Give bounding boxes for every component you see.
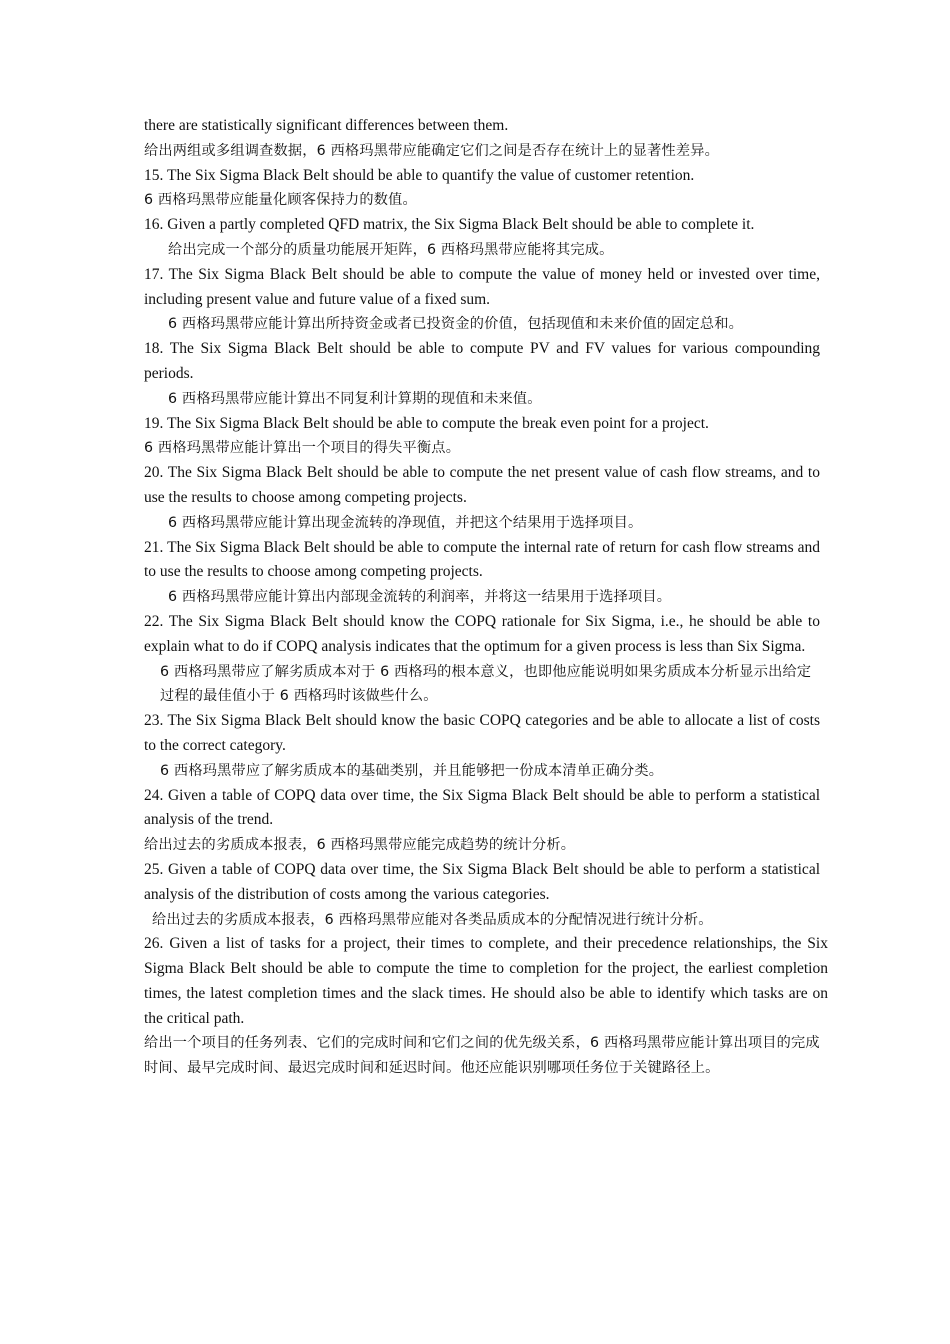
paragraph-en-19: 19. The Six Sigma Black Belt should be able to compute the break even point for a project.: [144, 414, 709, 432]
paragraph-zh-19: 6 西格玛黑带应能计算出一个项目的得失平衡点。: [144, 440, 461, 457]
paragraph-zh-26: 给出一个项目的任务列表、它们的完成时间和它们之间的优先级关系，6 西格玛黑带应能计算出项目的完成时间、最早完成时间、最迟完成时间和延迟时间。他还应能识别哪项任务位于关键路径上。: [144, 1035, 820, 1077]
paragraph-zh-17: 6 西格玛黑带应能计算出所持资金或者已投资金的价值，包括现值和未来价值的固定总和。: [168, 316, 744, 333]
paragraph-en-14: there are statistically significant differences between them.: [144, 117, 509, 134]
paragraph-zh-24: 给出过去的劣质成本报表，6 西格玛黑带应能完成趋势的统计分析。: [144, 837, 576, 854]
paragraph-en-22: 22. The Six Sigma Black Belt should know the COPQ rationale for Six Sigma, i.e., he should be able to explain what to do if COPQ analysis indicates that the optimum for a given process is less than Six Sigma.: [144, 612, 820, 655]
paragraph-zh-18: 6 西格玛黑带应能计算出不同复利计算期的现值和未来值。: [168, 390, 542, 407]
paragraph-en-15: 15. The Six Sigma Black Belt should be able to quantify the value of customer retention.: [144, 166, 695, 184]
paragraph-en-25: 25. Given a table of COPQ data over time, the Six Sigma Black Belt should be able to perform a statistical analysis of the distribution of costs among the various categories.: [144, 860, 820, 903]
paragraph-zh-23: 6 西格玛黑带应了解劣质成本的基础类别，并且能够把一份成本清单正确分类。: [160, 762, 664, 779]
paragraph-en-21: 21. The Six Sigma Black Belt should be able to compute the internal rate of return for cash flow streams and to use the results to choose among competing projects.: [144, 538, 820, 581]
document-page: [144, 114, 828, 1081]
paragraph-en-20: 20. The Six Sigma Black Belt should be able to compute the net present value of cash flow streams, and to use the results to choose among competing projects.: [144, 464, 820, 506]
paragraph-zh-21: 6 西格玛黑带应能计算出内部现金流转的利润率，并将这一结果用于选择项目。: [168, 589, 672, 606]
paragraph-en-18: 18. The Six Sigma Black Belt should be able to compute PV and FV values for various compounding periods.: [144, 340, 820, 382]
paragraph-zh-14: 给出两组或多组调查数据，6 西格玛黑带应能确定它们之间是否存在统计上的显著性差异。: [144, 142, 720, 159]
paragraph-zh-25: 给出过去的劣质成本报表，6 西格玛黑带应能对各类品质成本的分配情况进行统计分析。: [152, 911, 713, 928]
paragraph-zh-20: 6 西格玛黑带应能计算出现金流转的净现值，并把这个结果用于选择项目。: [168, 514, 643, 531]
paragraph-en-16: 16. Given a partly completed QFD matrix, the Six Sigma Black Belt should be able to complete it.: [144, 216, 755, 234]
paragraph-en-24: 24. Given a table of COPQ data over time, the Six Sigma Black Belt should be able to perform a statistical analysis of the trend.: [144, 786, 820, 829]
paragraph-zh-22: 6 西格玛黑带应了解劣质成本对于 6 西格玛的根本意义，也即他应能说明如果劣质成本分析显示出给定过程的最佳值小于 6 西格玛时该做些什么。: [160, 663, 812, 705]
paragraph-en-26: 26. Given a list of tasks for a project, their times to complete, and their precedence relationships, the Six Sigma Black Belt should be able to compute the time to completion for the project, the earliest completion times, the latest completion times and the slack times. He should also be able to identify which tasks are on the critical path.: [144, 935, 828, 1027]
paragraph-en-23: 23. The Six Sigma Black Belt should know the basic COPQ categories and be able to allocate a list of costs to the correct category.: [144, 712, 820, 754]
paragraph-en-17: 17. The Six Sigma Black Belt should be able to compute the value of money held or invested over time, including present value and future value of a fixed sum.: [144, 265, 820, 308]
paragraph-zh-15: 6 西格玛黑带应能量化顾客保持力的数值。: [144, 192, 417, 209]
paragraph-zh-16: 给出完成一个部分的质量功能展开矩阵，6 西格玛黑带应能将其完成。: [168, 241, 614, 258]
